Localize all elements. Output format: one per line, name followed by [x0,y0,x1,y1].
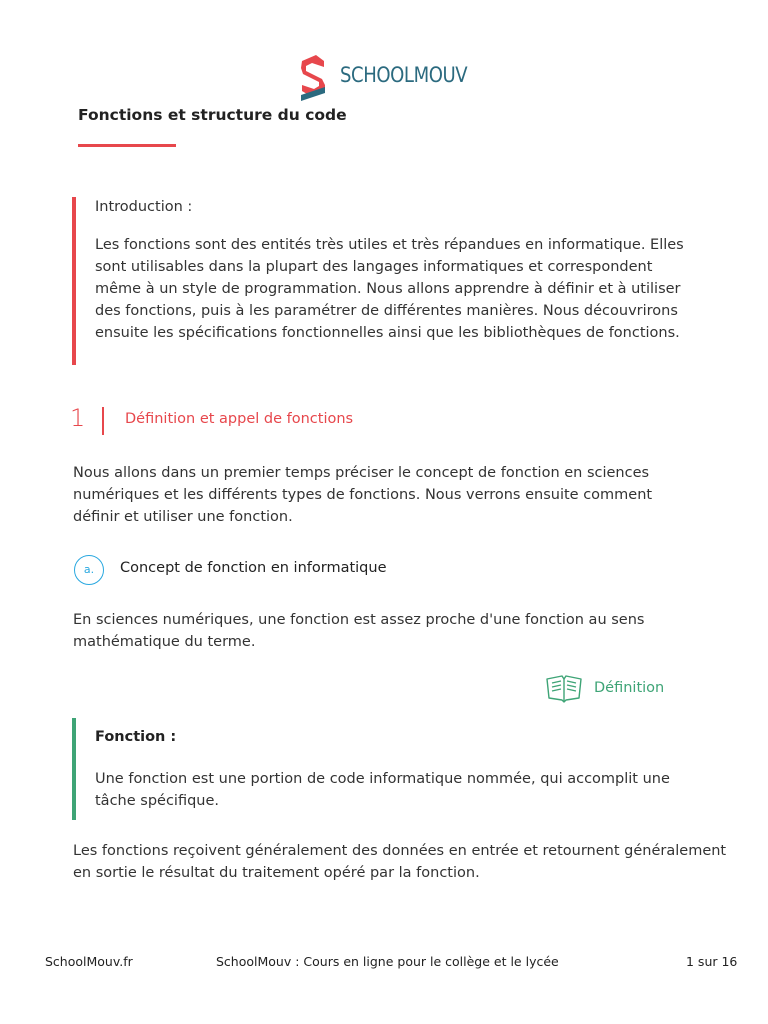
intro-heading: Introduction : [95,199,193,215]
subsection-title: Concept de fonction en informatique [120,560,387,576]
footer-site: SchoolMouv.fr [45,954,133,969]
title-underline [78,144,176,147]
intro-text: Les fonctions sont des entités très utiles et très répandues en informatique. Elles sont utilisables dans la plupart des langages informatiques et correspondent même à un style de programmation. Nous allons apprendre à définir et à utiliser des fonctions, puis à les paramétrer de différentes manières. Nous découvrirons ensuite les spécifications fonctionnelles ainsi que les bibliothèques de fonctions. [95,237,684,341]
subsection-paragraph: En sciences numériques, une fonction est assez proche d'une fonction au sens mathématique du terme. [73,612,645,650]
schoolmouv-s-icon [298,53,328,103]
book-icon [544,673,584,703]
section-title: Définition et appel de fonctions [125,411,354,427]
definition-tag: Définition [594,680,665,696]
footer-page-number: 1 sur 16 [686,954,738,969]
page-title: Fonctions et structure du code [78,106,347,124]
definition-body: Une fonction est une portion de code informatique nommée, qui accomplit une tâche spécifique. [95,771,670,809]
section-number: 1 [70,404,86,432]
brand-name: SCHOOLMOUV [340,63,468,87]
closing-paragraph: Les fonctions reçoivent généralement des données en entrée et retournent généralement en sortie le résultat du traitement opéré par la fonction. [73,843,727,881]
footer-tagline: SchoolMouv : Cours en ligne pour le collège et le lycée [216,954,559,969]
section-divider [102,407,104,435]
section-paragraph: Nous allons dans un premier temps préciser le concept de fonction en sciences numériques et les différents types de fonctions. Nous verrons ensuite comment définir et utiliser une fonction. [73,465,653,525]
schoolmouv-logo [298,53,473,103]
definition-accent-bar [72,718,76,820]
definition-term: Fonction : [95,729,177,745]
intro-accent-bar [72,197,76,365]
subsection-marker: a. [74,555,104,585]
